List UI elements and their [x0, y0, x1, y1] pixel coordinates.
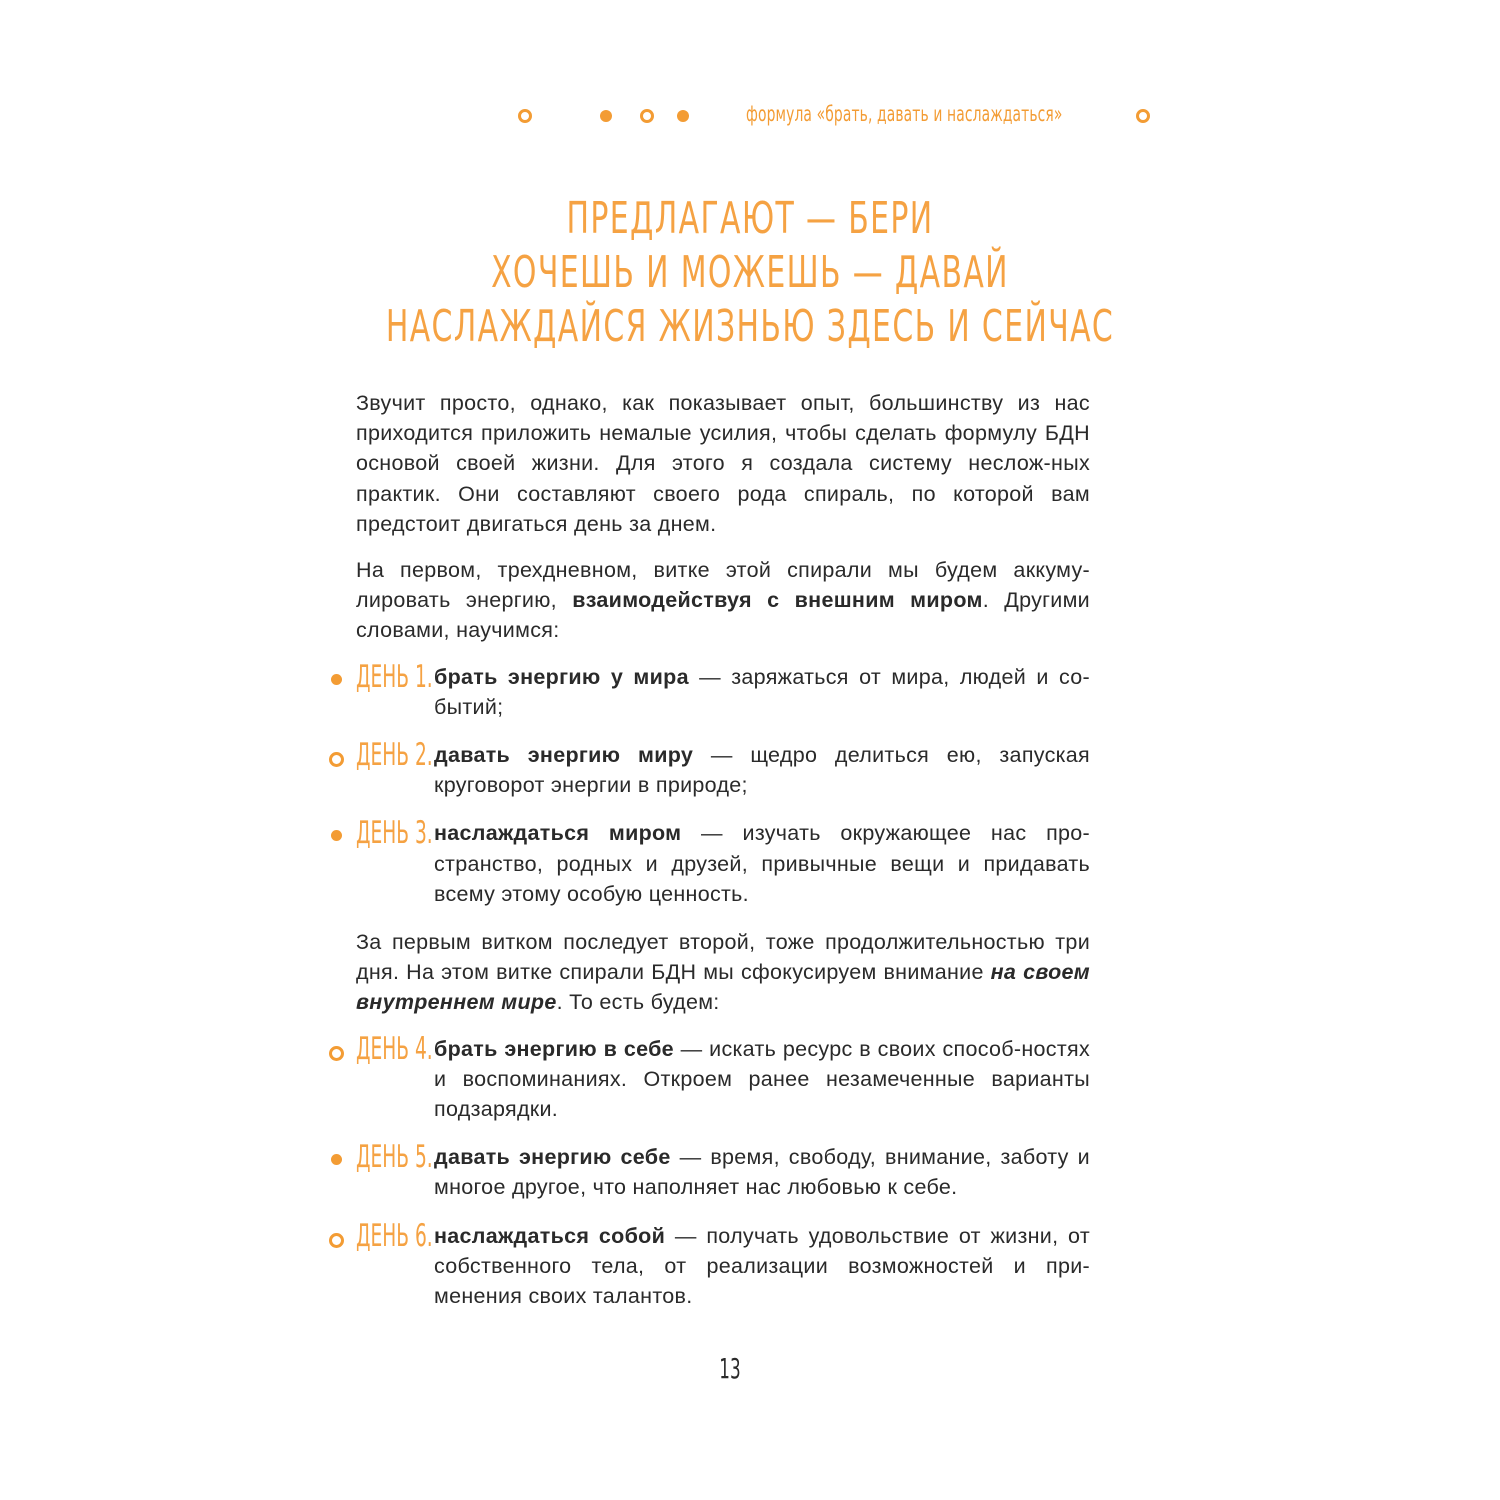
bold-text: наслаждаться миром — [434, 821, 682, 846]
day-label: ДЕНЬ 2. — [356, 737, 433, 774]
title-line: ХОЧЕШЬ И МОЖЕШЬ — ДАВАЙ — [491, 247, 1009, 298]
bold-text: давать энергию себе — [434, 1145, 671, 1170]
text-run: За первым витком последует второй, тоже продолжительностью три дня. На этом витке спирали БДН мы сфокусируем внимание — [356, 930, 1090, 985]
day-text — [434, 740, 1090, 800]
day-text — [434, 818, 1090, 909]
day-item — [356, 1217, 1090, 1312]
day-list-second — [356, 1030, 1090, 1312]
day-text — [434, 1142, 1090, 1202]
intro-paragraph: Звучит просто, однако, как показывает опыт, большинству из нас приходится приложить немалые усилия, чтобы сделать формулу БДН основой своей жизни. Для этого я создала систему неслож-ных практик. Они составляют своего рода спираль, по которой вам предстоит двигаться день за днем. — [356, 391, 1090, 536]
day-item — [356, 815, 1090, 909]
day-label: ДЕНЬ 3. — [356, 815, 433, 852]
ring-dot-icon — [329, 1233, 344, 1248]
running-title: формула «брать, давать и наслаждаться» — [746, 102, 1063, 126]
text-run: — получать удовольствие от жизни, от собственного тела, от реализации возможностей и при-менения своих талантов. — [434, 1223, 1090, 1309]
bold-italic-text: на своем внутреннем мире — [356, 960, 1090, 1015]
day-label: ДЕНЬ 5. — [356, 1139, 433, 1176]
filled-dot-icon — [600, 110, 612, 122]
filled-dot-icon — [331, 674, 342, 685]
text-run: — заряжаться от мира, людей и со-бытий; — [434, 664, 1090, 719]
bold-text: взаимодействуя с внешним миром — [572, 588, 983, 613]
day-label: ДЕНЬ 1. — [356, 658, 433, 695]
day-label: ДЕНЬ 6. — [356, 1217, 433, 1254]
bold-text: наслаждаться собой — [434, 1223, 666, 1248]
day-item — [356, 737, 1090, 800]
bold-text: брать энергию у мира — [434, 664, 689, 689]
ring-dot-icon — [329, 752, 344, 767]
text-run: . Другими словами, научимся: — [356, 588, 1090, 643]
ring-dot-icon — [1136, 109, 1150, 123]
text-run: — щедро делиться ею, запуская круговорот энергии в природе; — [434, 743, 1090, 798]
title-line: ПРЕДЛАГАЮТ — БЕРИ — [566, 193, 934, 244]
day-text — [434, 1034, 1090, 1125]
page-title — [0, 192, 1500, 354]
body-text — [356, 388, 1090, 1329]
page-number: 13 — [719, 1352, 741, 1385]
text-run: — изучать окружающее нас про-странство, родных и друзей, привычные вещи и придавать всему этому особую ценность. — [434, 821, 1090, 906]
filled-dot-icon — [677, 110, 689, 122]
day-text — [434, 662, 1090, 722]
ring-dot-icon — [640, 109, 654, 123]
text-run: — искать ресурс в своих способ-ностях и воспоминаниях. Откроем ранее незамеченные варианты подзарядки. — [434, 1036, 1090, 1122]
title-line: НАСЛАЖДАЙСЯ ЖИЗНЬЮ ЗДЕСЬ И СЕЙЧАС — [385, 301, 1115, 352]
day-list-first — [356, 658, 1090, 909]
first-loop-paragraph — [356, 555, 1090, 646]
ring-dot-icon — [329, 1046, 344, 1061]
day-item — [356, 1139, 1090, 1202]
bold-text: брать энергию в себе — [434, 1036, 674, 1061]
bold-text: давать энергию миру — [434, 743, 694, 768]
day-item — [356, 658, 1090, 722]
second-loop-paragraph — [356, 927, 1090, 1018]
day-text — [434, 1221, 1090, 1312]
running-header — [0, 98, 1500, 138]
text-run: На первом, трехдневном, витке этой спирали мы будем аккуму-лировать энергию, — [356, 558, 1090, 613]
text-run: . То есть будем: — [556, 990, 720, 1015]
ring-dot-icon — [518, 109, 532, 123]
filled-dot-icon — [331, 1154, 342, 1165]
filled-dot-icon — [331, 830, 342, 841]
day-item — [356, 1030, 1090, 1125]
text-run: — время, свободу, внимание, заботу и многое другое, что наполняет нас любовью к себе. — [434, 1145, 1090, 1200]
day-label: ДЕНЬ 4. — [356, 1030, 433, 1067]
